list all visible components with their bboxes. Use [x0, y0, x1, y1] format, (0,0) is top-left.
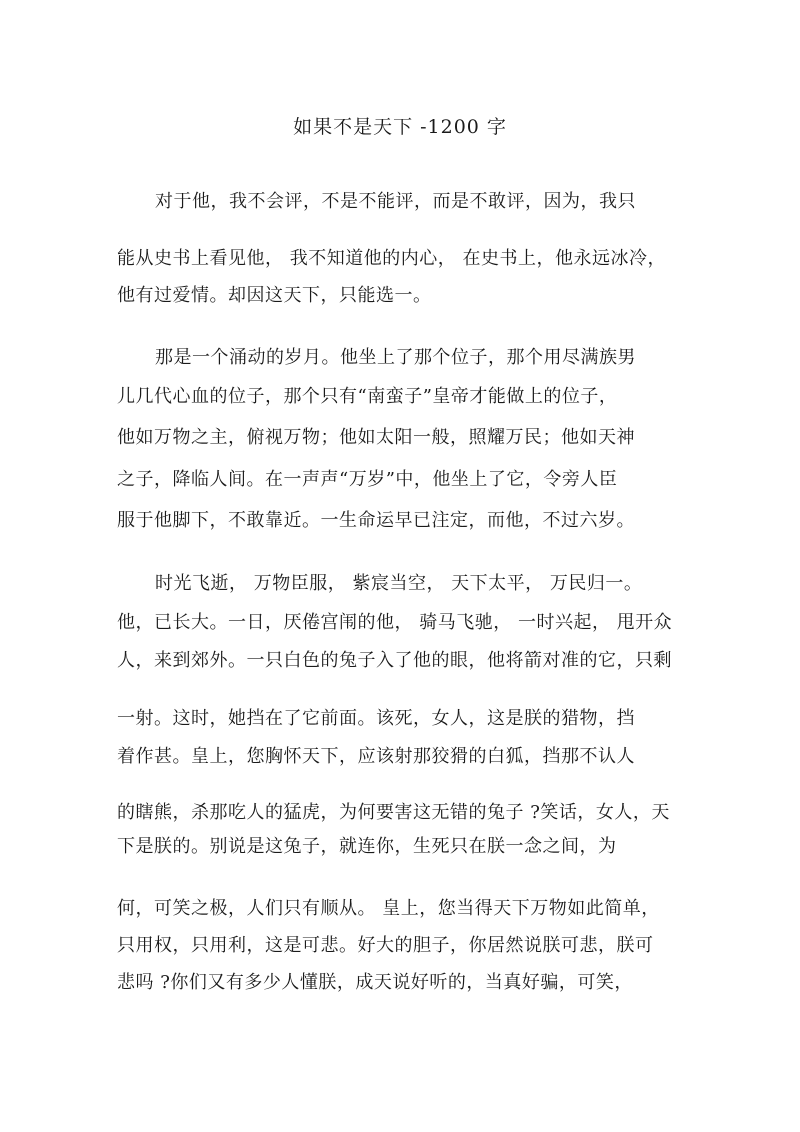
paragraph-line: 下是朕的。别说是这兔子，就连你，生死只在朕一念之间，为 [117, 836, 617, 857]
paragraph-line: 悲吗 ?你们又有多少人懂朕，成天说好听的，当真好骗，可笑， [117, 972, 633, 993]
paragraph-line: 何，可笑之极，人们只有顺从。 皇上，您当得天下万物如此简单， [117, 898, 660, 919]
paragraph-line: 对于他，我不会评，不是不能评，而是不敢评，因为，我只 [155, 191, 636, 212]
paragraph-line: 儿几代心血的位子，那个只有“南蛮子”皇帝才能做上的位子， [117, 386, 618, 407]
paragraph-line: 着作甚。皇上，您胸怀天下，应该射那狡猾的白狐，挡那不认人 [117, 746, 635, 767]
paragraph-line: 之子，降临人间。在一声声“万岁”中，他坐上了它，令旁人臣 [117, 469, 618, 490]
paragraph-line: 一射。这时，她挡在了它前面。该死，女人，这是朕的猎物，挡 [117, 708, 635, 729]
paragraph-line: 能从史书上看见他， 我不知道他的内心， 在史书上，他永远冰冷， [117, 248, 666, 269]
paragraph-line: 他，已长大。一日，厌倦宫闱的他， 骑马飞驰， 一时兴起， 甩开众 [117, 612, 673, 633]
document-title: 如果不是天下 -1200 字 [293, 116, 507, 138]
paragraph-line: 人，来到郊外。一只白色的兔子入了他的眼，他将箭对准的它，只剩 [117, 650, 672, 671]
paragraph-line: 他如万物之主，俯视万物；他如太阳一般，照耀万民；他如天神 [117, 427, 635, 448]
paragraph-line: 服于他脚下，不敢靠近。一生命运早已注定，而他，不过六岁。 [117, 510, 635, 531]
paragraph-line: 的瞎熊，杀那吃人的猛虎，为何要害这无错的兔子 ?笑话，女人，天 [117, 802, 670, 823]
paragraph-line: 那是一个涌动的岁月。他坐上了那个位子，那个用尽满族男 [155, 347, 636, 368]
paragraph-line: 只用权，只用利，这是可悲。好大的胆子，你居然说朕可悲，朕可 [117, 935, 654, 956]
paragraph-line: 时光飞逝， 万物臣服， 紫宸当空， 天下太平， 万民归一。 [155, 573, 643, 594]
paragraph-line: 他有过爱情。却因这天下，只能选一。 [117, 285, 432, 306]
